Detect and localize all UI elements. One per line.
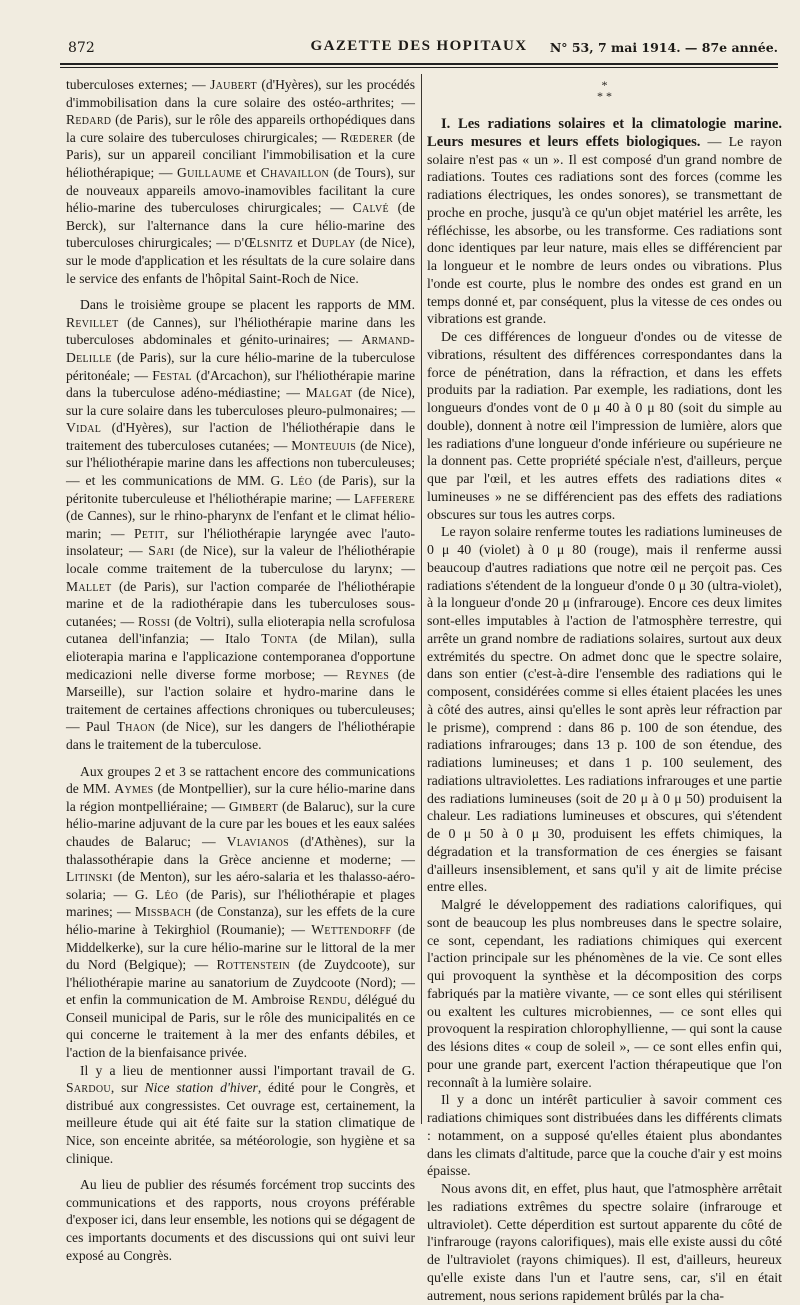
author-name: Rœderer (340, 129, 394, 145)
text-run: (de Paris), sur un appareil conciliant l'immobilisation et la cure héliothérapique; — (66, 129, 415, 180)
text-run: Aux groupes 2 et 3 se rattachent encore des communications de MM. (66, 763, 415, 797)
left-paragraph (66, 1176, 415, 1264)
right-paragraph: Il y a donc un intérêt particulier à savoir comment ces radiations chimiques sont distribuées dans les différents climats : notamment, on a supposé qu'elles étaient plus abondantes dans les climats d'altitude, parce que la couche d'air y est moins épaisse. (427, 1093, 782, 1180)
left-paragraph (66, 76, 415, 287)
issue-info: N° 53, 7 mai 1914. — 87e année. (549, 40, 778, 55)
left-paragraph (66, 1062, 415, 1168)
author-name: Malgat (305, 385, 353, 401)
author-name: Festal (152, 367, 192, 383)
text-run: (de Voltri), sulla elioterapia nella scrofulosa cutanea dell'infanzia; — Italo (66, 613, 415, 647)
author-name: Chavaillon (260, 164, 329, 180)
author-name: Mallet (66, 578, 112, 594)
publication-title: GAZETTE DES HOPITAUX (310, 38, 528, 54)
right-paragraph: Nous avons dit, en effet, plus haut, que l'atmosphère arrêtait les radiations extrêmes du spectre solaire (infrarouge et ultraviolet). Cette déperdition est surtout apparente du côté de l'infrarouge (rayons calorifiques), mais elle existe aussi du côté de l'ultraviolet (rayons chimiques). Il est, d'ailleurs, heureux qu'elle existe dans l'un et l'autre sens, car, s'il en était autrement, nous serions rapidement brûlés par la cha- (427, 1182, 782, 1304)
author-name: Jaubert (210, 77, 257, 92)
right-paragraph: De ces différences de longueur d'ondes ou de vitesse de vibrations, résultent des différences correspondantes dans la force de pénétration, dans la réfraction, et dans les effets produits par la radiation. Par exemple, les radiations, dont les longueurs d'ondes vont de 0 μ 40 à 0 μ 80 (soit du simple au double), donnent à notre œil l'impression de lumière, alors que les radiations d'une longueur d'onde inférieure ou supérieure ne la donnent pas. Cette propriété spéciale n'est, d'ailleurs, perçue que par l'œil, et les autres effets des radiations dites « lumineuses » ne se différencient pas des effets des radiations obscures sur tous les autres corps. (427, 330, 782, 523)
right-paragraph-text: — Le rayon solaire n'est pas « un ». Il est composé d'un grand nombre de radiations. Toutes ces radiations sont des forces (comme les radiations électriques, les ondes sonores), se transmettant de proche en proche, jusqu'à ce qu'un objet matériel les arrête, les réfléchisse, les absorbe, ou les transforme. Ces radiations sont donc identiques par leur nature, mais elles se différencient par la longueur et le nombre de leurs ondes ou vibrations. Plus l'onde est courte, plus le nombre des ondes est grand en un temps donné et, par conséquent, plus la vitesse de ces ondes ou vibrations est grande. (427, 134, 782, 328)
text-run: (de Nice), sur le mode d'application et les résultats de la cure solaire dans le service des enfants de l'hôpital Saint-Roch de Nice. (66, 235, 416, 286)
author-name: Rottenstein (216, 957, 290, 973)
text-run: (de Tours), sur de nouveaux appareils amovo-inamovibles facilitant la cure hélio-marine des tuberculoses chirurgicales; — (66, 164, 416, 216)
author-name: Tonta (261, 631, 298, 647)
text-run: , sur (110, 1080, 145, 1096)
right-paragraph (427, 116, 782, 329)
text-run: , édité pour le Congrès, et distribué aux congressistes. Cet ouvrage est, certainement, la meilleure étude qui ait été faite sur la station climatique de Nice, son enceinte abritée, sa météorologie, son hygiène et sa clinique. (66, 1080, 416, 1166)
section-heading: I. Les radiations solaires et la climatologie marine. Leurs mesures et leurs effets biologiques. (427, 116, 782, 150)
author-name: Guillaume (177, 164, 242, 180)
text-run: (de Middelkerke), sur la cure hélio-marine sur le littoral de la mer du Nord (Belgique); — (66, 921, 415, 973)
running-head (60, 38, 778, 58)
author-name: Petit (133, 525, 165, 541)
text-run: (de Milan), sulla elioterapia marina e l'applicazione contemporanea d'opportune medicazioni nelle diverse forme morbose; — (66, 631, 415, 682)
author-name: Vidal (66, 420, 102, 436)
work-title: Nice station d'hiver (144, 1080, 258, 1096)
text-run: (de Nice), sur les dangers de l'héliothérapie dans le traitement de la tuberculose. (66, 719, 415, 752)
text-run: Au lieu de publier des résumés forcément trop succints des communications et des rapports, nous croyons préférable d'exposer ici, dans leur ensemble, les notions qui se dégagent de ces importants documents et des discussions qui ont suivi leur exposé au Congrès. (66, 1177, 415, 1263)
text-run: (de Nice), sur la cure solaire dans les tuberculoses pleuro-pulmonaires; — (66, 385, 415, 418)
text-run: (de Marseille), sur l'action solaire et hydro-marine dans le traitement de certaines affections chroniques ou tuberculeuses; — Paul (66, 666, 415, 735)
author-name: Thaon (116, 719, 156, 735)
author-name: Monteuuis (291, 437, 357, 453)
text-run: (de Nice), sur la valeur de l'héliothérapie locale comme traitement de la tuberculose du larynx; — (66, 543, 415, 577)
text-run: tuberculoses externes; — (66, 77, 211, 92)
text-run: Il y a lieu de mentionner aussi l'important travail de G. (80, 1062, 415, 1078)
text-run: (d'Athènes), sur la thalassothérapie dans la Grèce ancienne et moderne; — (66, 833, 415, 867)
author-name: Reynes (346, 666, 390, 682)
author-name: Aymes (114, 781, 154, 797)
right-column (427, 76, 782, 1305)
asterism-bottom: * * (597, 89, 612, 103)
right-paragraph: Malgré le développement des radiations calorifiques, qui sont de beaucoup les plus nombreuses dans le spectre solaire, ce sont, cependant, les radiations chimiques qui exercent l'action principale sur les phénomènes de la vie. Ce sont elles qui provoquent la synthèse et la décomposition des corps fabriqués par la matière vivante, — ce sont elles qui stérilisent ou exaltent les cultures microbiennes, — ce sont elles qui provoquent la respiration chlorophyllienne, — qui sont la cause des lésions dites « coup de soleil », — ce sont elles enfin qui, pour une grande part, exercent l'action thérapeutique que l'on reconnaît à la lumière solaire. (427, 898, 782, 1091)
column-divider (421, 74, 422, 1124)
author-name: Calvé (352, 200, 389, 216)
author-name: Sari (148, 543, 175, 559)
author-name: Litinski (66, 869, 113, 885)
text-run: (de Menton), sur les aéro-salaria et les thalasso-aéro-solaria; — G. (66, 869, 415, 902)
text-run: et (293, 235, 312, 251)
author-name: Vlavianos (226, 833, 290, 849)
text-run: (d'Hyères), sur l'action de l'héliothérapie dans le traitement des tuberculoses cutanées; — (66, 420, 415, 453)
text-run: (de Paris), sur la péritonite tuberculeuse et l'héliothérapie marine; — (66, 473, 415, 506)
author-name: Rossi (138, 613, 171, 629)
author-name: d'Œlsnitz (234, 235, 294, 251)
left-paragraph (66, 296, 415, 753)
text-run: (de Zuydcoote), sur l'héliothérapie marine au sanatorium de Zuydcoote (Nord); — et enfin la communication de M. Ambroise (66, 957, 415, 1008)
author-name: Missbach (134, 904, 192, 920)
author-name: Redard (66, 112, 112, 128)
author-name: Duplay (311, 235, 356, 251)
text-run: (de Paris), sur l'action comparée de l'héliothérapie marine et de la radiothérapie dans les tuberculoses sous-cutanées; — (66, 578, 415, 629)
left-column (66, 76, 415, 1264)
author-name: Rendu (308, 992, 348, 1008)
text-run: (de Paris), sur le rôle des appareils orthopédiques dans la cure solaire des tuberculoses chirurgicales; — (66, 112, 415, 145)
text-run: et (241, 164, 261, 180)
author-name: Revillet (66, 314, 119, 330)
author-name: Wettendorff (311, 921, 392, 937)
text-run: (de Cannes), sur le rhino-pharynx de l'enfant et le climat hélio-marin; — (66, 508, 415, 541)
text-run: , délégué du Conseil municipal de Paris, sur le rôle des municipalités en ce qui concerne le traitement à la mer des enfants débiles, et l'action de la bienfaisance privée. (66, 992, 415, 1061)
author-name: Léo (289, 473, 313, 489)
header-rule-thin (60, 67, 778, 68)
header-rule-thick (60, 63, 778, 65)
text-run: (de Paris), sur la cure hélio-marine de la tuberculose péritonéale; — (66, 349, 415, 383)
text-run: (d'Arcachon), sur l'héliothérapie marine dans la tuberculose adéno-médiastine; — (66, 367, 415, 401)
text-run: Dans le troisième groupe se placent les rapports de MM. (80, 297, 415, 313)
right-paragraph: Le rayon solaire renferme toutes les radiations lumineuses de 0 μ 40 (violet) à 0 μ 80 (rouge), mais il renferme aussi beaucoup d'autres radiations que notre œil ne perçoit pas. Ces radiations s'étendent de la longueur d'onde 0 μ 30 (ultra-violet), à la longueur d'onde 20 μ (infrarouge). Encore ces deux limites sont-elles imputables à l'action de l'atmosphère terrestre, qui arrête un grand nombre de radiations solaires, surtout aux deux extrémités du spectre. On admet donc que le spectre solaire, dans son entier (c'est-à-dire l'ensemble des radiations qui le composent, considérées comme si elles étaient placées les unes à côté des autres, ainsi qu'elles le sont après leur réfraction par le prisme), comprend : dans 86 p. 100 de son étendue, des radiations infrarouges; dans 13 p. 100 de son étendue, des radiations lumineuses; et dans 1 p. 100 seulement, des radiations ultraviolettes. Les radiations infrarouges et une partie des radiations lumineuses (soit de 20 μ à 0 μ 50) produisent la chaleur. Les radiations lumineuses et obscures, qui s'étendent de 0 μ 50 à 0 μ 30, produisent les effets chimiques, la dégradation et la transformation de ces énergies se faisant d'ailleurs insensiblement, et sans qu'il y ait de limite précise entre elles. (427, 525, 782, 896)
text-run: (de Balaruc), sur la cure hélio-marine adjuvant de la cure par les boues et les eaux salées chaudes de Balaruc; — (66, 798, 415, 849)
page-number: 872 (68, 40, 95, 56)
text-run: (de Nice), sur l'héliothérapie marine dans les affections non tuberculeuses; — et les communications de MM. G. (66, 437, 415, 489)
author-name: Armand-Delille (66, 332, 415, 365)
text-run: (d'Hyères), sur les procédés d'immobilisation dans la cure solaire des ostéo-arthrites; — (66, 77, 416, 110)
asterism-top: * (601, 78, 608, 92)
author-name: Sardou (66, 1080, 111, 1096)
author-name: Lafferere (353, 490, 415, 506)
author-name: Léo (155, 886, 179, 902)
left-paragraph (66, 763, 415, 1062)
text-run: (de Cannes), sur l'héliothérapie marine dans les tuberculoses abdominales et génito-urinaires; — (66, 314, 415, 348)
author-name: Gimbert (228, 798, 279, 814)
section-asterism (427, 80, 782, 102)
text-run: (de Montpellier), sur la cure hélio-marine dans la région montpelliéraine; — (66, 781, 415, 814)
text-run: (de Berck), sur l'alternance dans la cure hélio-marine des tuberculoses chirurgicales; — (66, 200, 415, 251)
text-run: (de Paris), sur l'héliothérapie et plages marines; — (66, 886, 415, 920)
text-run: (de Constanza), sur les effets de la cure hélio-marine à Tekirghiol (Roumanie); — (66, 904, 415, 937)
text-run: , sur l'héliothérapie laryngée avec l'auto-insolateur; — (66, 525, 415, 559)
